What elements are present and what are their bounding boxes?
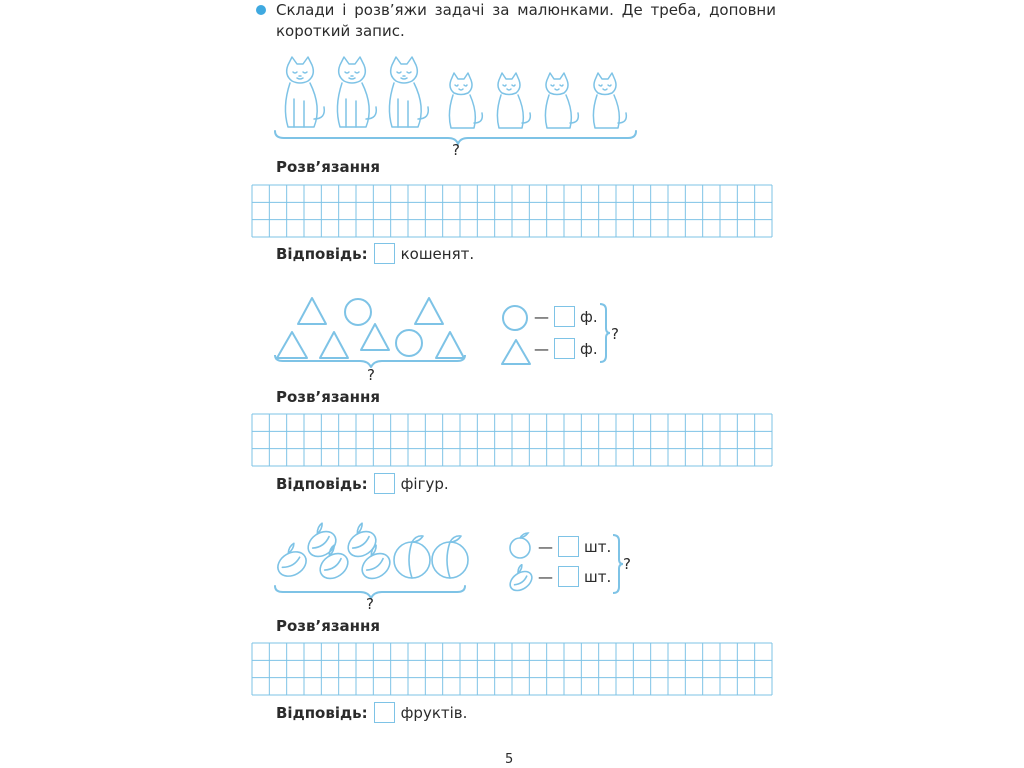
small-kitten-icon	[545, 73, 578, 128]
shapes-illustration	[272, 292, 472, 368]
bullet-dot	[256, 5, 266, 15]
solution-grid[interactable]	[251, 642, 773, 696]
note-dash: —	[534, 308, 549, 326]
total-question-mark: ?	[452, 141, 460, 159]
solution-heading: Розв’язання	[276, 388, 381, 406]
small-kitten-icon	[449, 73, 482, 128]
peach-icon	[432, 536, 468, 578]
answer-box[interactable]	[374, 243, 395, 264]
total-question-mark: ?	[366, 595, 374, 613]
note-unit: шт.	[584, 538, 612, 556]
answer-unit: кошенят.	[400, 244, 475, 263]
kittens-illustration	[272, 55, 642, 147]
note-dash: —	[538, 568, 553, 586]
answer-unit: фруктів.	[400, 703, 468, 722]
page-number: 5	[505, 752, 514, 767]
triangle-icon	[361, 324, 389, 350]
note-unit: ф.	[580, 340, 598, 358]
plum-icon	[354, 543, 395, 583]
plum-icon	[506, 564, 536, 594]
plum-icon	[340, 522, 381, 562]
answer-label: Відповідь:	[276, 474, 368, 493]
circle-icon	[396, 330, 422, 356]
triangle-icon	[500, 337, 532, 367]
triangle-icon	[277, 332, 307, 358]
circle-icon	[500, 303, 530, 333]
note-count-box[interactable]	[558, 566, 579, 587]
peach-icon	[508, 530, 534, 562]
big-kitten-icon	[285, 57, 324, 127]
triangle-icon	[298, 298, 326, 324]
note-count-box[interactable]	[558, 536, 579, 557]
solution-heading: Розв’язання	[276, 158, 381, 176]
note-count-box[interactable]	[554, 306, 575, 327]
big-kitten-icon	[389, 57, 428, 127]
answer-line	[276, 702, 467, 723]
answer-unit: фігур.	[400, 474, 449, 493]
triangle-icon	[415, 298, 443, 324]
fruits-illustration	[272, 522, 472, 602]
note-question-mark: ?	[611, 325, 619, 343]
solution-grid[interactable]	[251, 413, 773, 467]
answer-line	[276, 473, 449, 494]
answer-label: Відповідь:	[276, 244, 368, 263]
note-unit: шт.	[584, 568, 612, 586]
note-question-mark: ?	[623, 555, 631, 573]
note-unit: ф.	[580, 308, 598, 326]
small-kitten-icon	[497, 73, 530, 128]
right-brace	[598, 302, 612, 364]
small-kitten-icon	[593, 73, 626, 128]
solution-heading: Розв’язання	[276, 617, 381, 635]
answer-box[interactable]	[374, 473, 395, 494]
triangle-icon	[436, 332, 464, 358]
solution-grid[interactable]	[251, 184, 773, 238]
answer-line	[276, 243, 474, 264]
note-count-box[interactable]	[554, 338, 575, 359]
plum-icon	[272, 542, 310, 581]
peach-icon	[394, 536, 430, 578]
note-dash: —	[534, 340, 549, 358]
circle-icon	[345, 299, 371, 325]
note-dash: —	[538, 538, 553, 556]
task-instruction: Склади і розв’яжи задачі за малюнками. Де треба, доповни короткий запис.	[276, 1, 776, 40]
answer-label: Відповідь:	[276, 703, 368, 722]
answer-box[interactable]	[374, 702, 395, 723]
total-question-mark: ?	[367, 366, 375, 384]
big-kitten-icon	[337, 57, 376, 127]
triangle-icon	[320, 332, 348, 358]
plum-icon	[300, 522, 341, 562]
